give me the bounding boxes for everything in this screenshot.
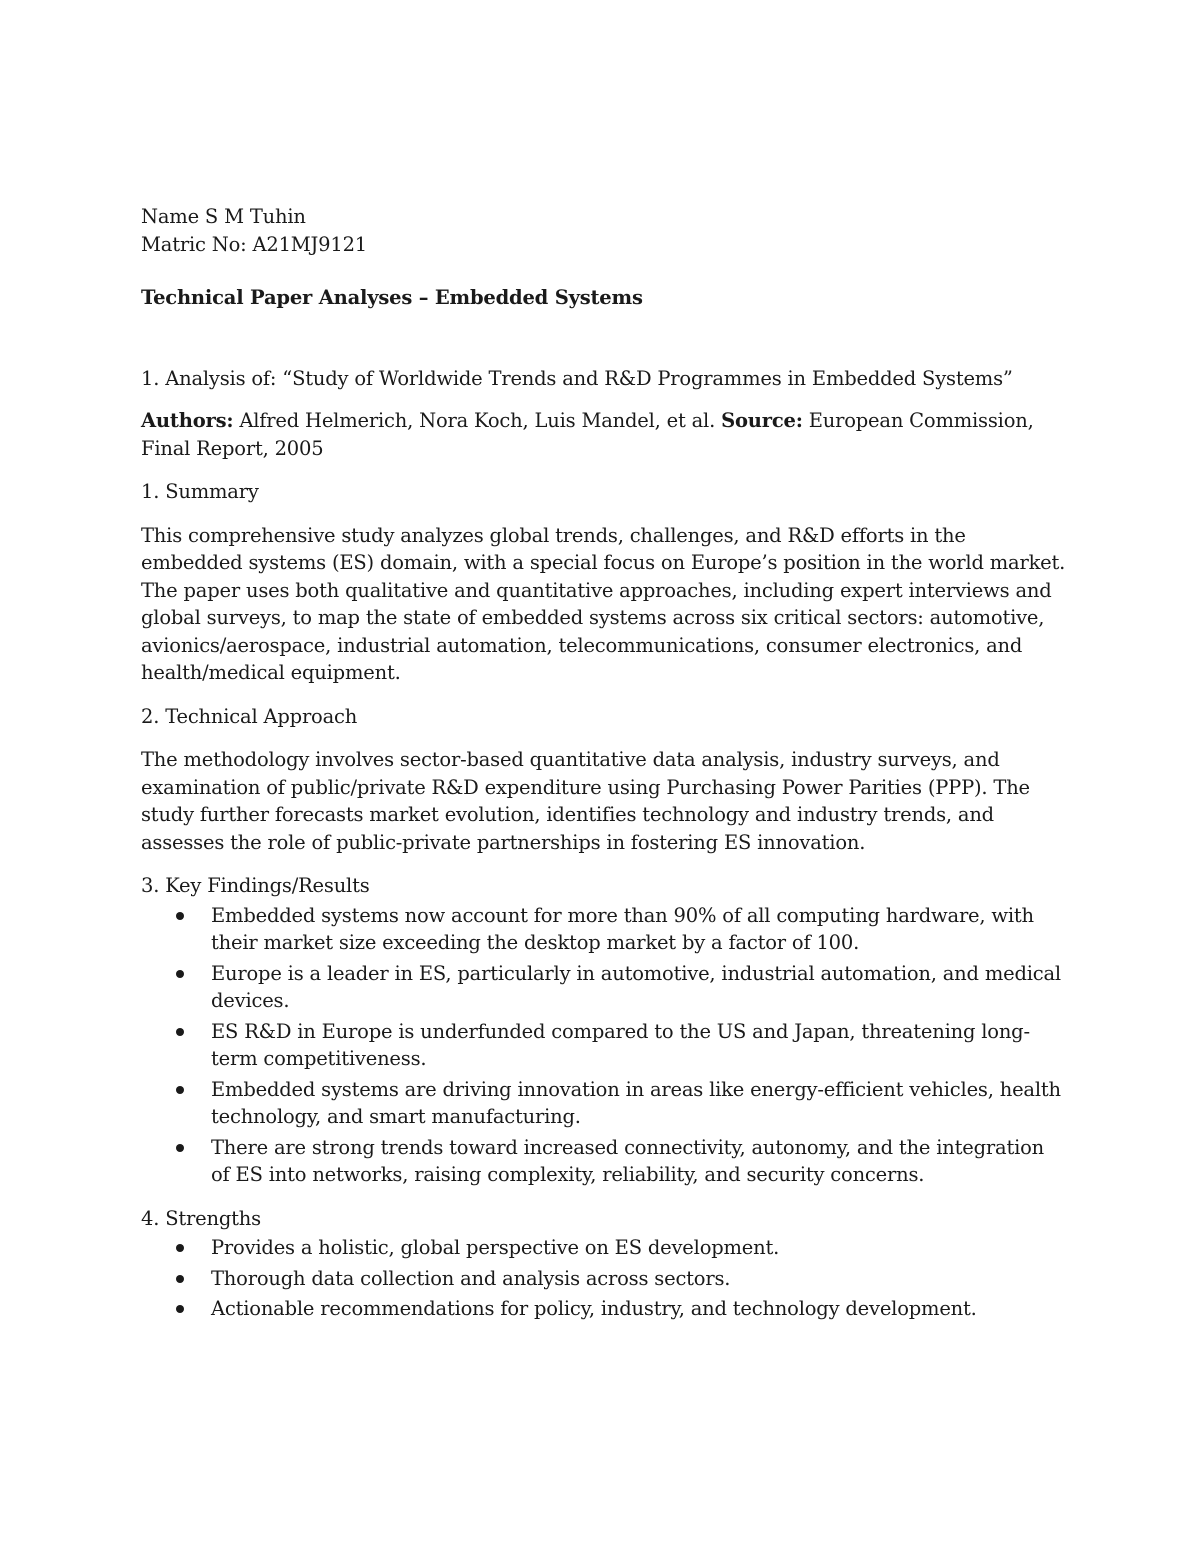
- list-item-text: ES R&D in Europe is underfunded compared to the US and Japan, threatening long-term competitiveness.: [211, 1019, 1030, 1070]
- strengths-list: [141, 1234, 1066, 1323]
- strengths-heading: 4. Strengths: [141, 1206, 261, 1230]
- bullet-icon: [176, 1244, 184, 1252]
- authors-source-line: [141, 407, 1066, 462]
- bullet-icon: [176, 1275, 184, 1283]
- matric-number: Matric No: A21MJ9121: [141, 232, 367, 256]
- document-title: Technical Paper Analyses – Embedded Systems: [141, 286, 643, 309]
- summary-heading: 1. Summary: [141, 480, 259, 503]
- bullet-icon: [176, 1086, 184, 1094]
- list-item: [141, 1018, 1066, 1073]
- authors-value: Alfred Helmerich, Nora Koch, Luis Mandel, et al.: [233, 409, 722, 432]
- student-name: Name S M Tuhin: [141, 205, 306, 228]
- approach-heading: 2. Technical Approach: [141, 704, 358, 728]
- list-item-text: Embedded systems now account for more than 90% of all computing hardware, with their market size exceeding the desktop market by a factor of 100.: [211, 903, 1034, 954]
- list-item: [141, 902, 1066, 957]
- list-item-text: Actionable recommendations for policy, industry, and technology development.: [211, 1297, 977, 1320]
- list-item: [141, 960, 1066, 1015]
- approach-body: The methodology involves sector-based quantitative data analysis, industry surveys, and examination of public/private R&D expenditure using Purchasing Power Parities (PPP). The study further forecasts market evolution, identifies technology and industry trends, and assesses the role of public-private partnerships in fostering ES innovation.: [141, 748, 1030, 854]
- bullet-icon: [176, 1028, 184, 1036]
- list-item-text: Embedded systems are driving innovation in areas like energy-efficient vehicles, health technology, and smart manufacturing.: [211, 1077, 1061, 1128]
- list-item-text: Provides a holistic, global perspective on ES development.: [211, 1236, 780, 1259]
- analysis-heading: 1. Analysis of: “Study of Worldwide Trends and R&D Programmes in Embedded Systems”: [141, 366, 1013, 390]
- findings-heading: 3. Key Findings/Results: [141, 874, 370, 897]
- findings-list: [141, 902, 1066, 1189]
- document-page: [141, 203, 1066, 1326]
- list-item: [141, 1134, 1066, 1189]
- bullet-icon: [176, 1305, 184, 1313]
- bullet-icon: [176, 1144, 184, 1152]
- list-item-text: Thorough data collection and analysis across sectors.: [211, 1266, 731, 1290]
- summary-body: This comprehensive study analyzes global trends, challenges, and R&D efforts in the embedded systems (ES) domain, with a special focus on Europe’s position in the world market. The paper uses both qualitative and quantitative approaches, including expert interviews and global surveys, to map the state of embedded systems across six critical sectors: automotive, avionics/aerospace, industrial automation, telecommunications, consumer electronics, and health/medical equipment.: [141, 523, 1066, 684]
- source-value: European Commission, Final Report, 2005: [141, 409, 1034, 460]
- list-item-text: Europe is a leader in ES, particularly in automotive, industrial automation, and medical devices.: [211, 961, 1061, 1012]
- source-label: Source:: [721, 409, 803, 432]
- bullet-icon: [176, 912, 184, 920]
- bullet-icon: [176, 970, 184, 978]
- list-item: [141, 1295, 1066, 1323]
- list-item: [141, 1234, 1066, 1262]
- list-item: [141, 1076, 1066, 1131]
- authors-label: Authors:: [141, 409, 234, 432]
- list-item-text: There are strong trends toward increased connectivity, autonomy, and the integration of ES into networks, raising complexity, reliability, and security concerns.: [211, 1135, 1045, 1186]
- list-item: [141, 1265, 1066, 1293]
